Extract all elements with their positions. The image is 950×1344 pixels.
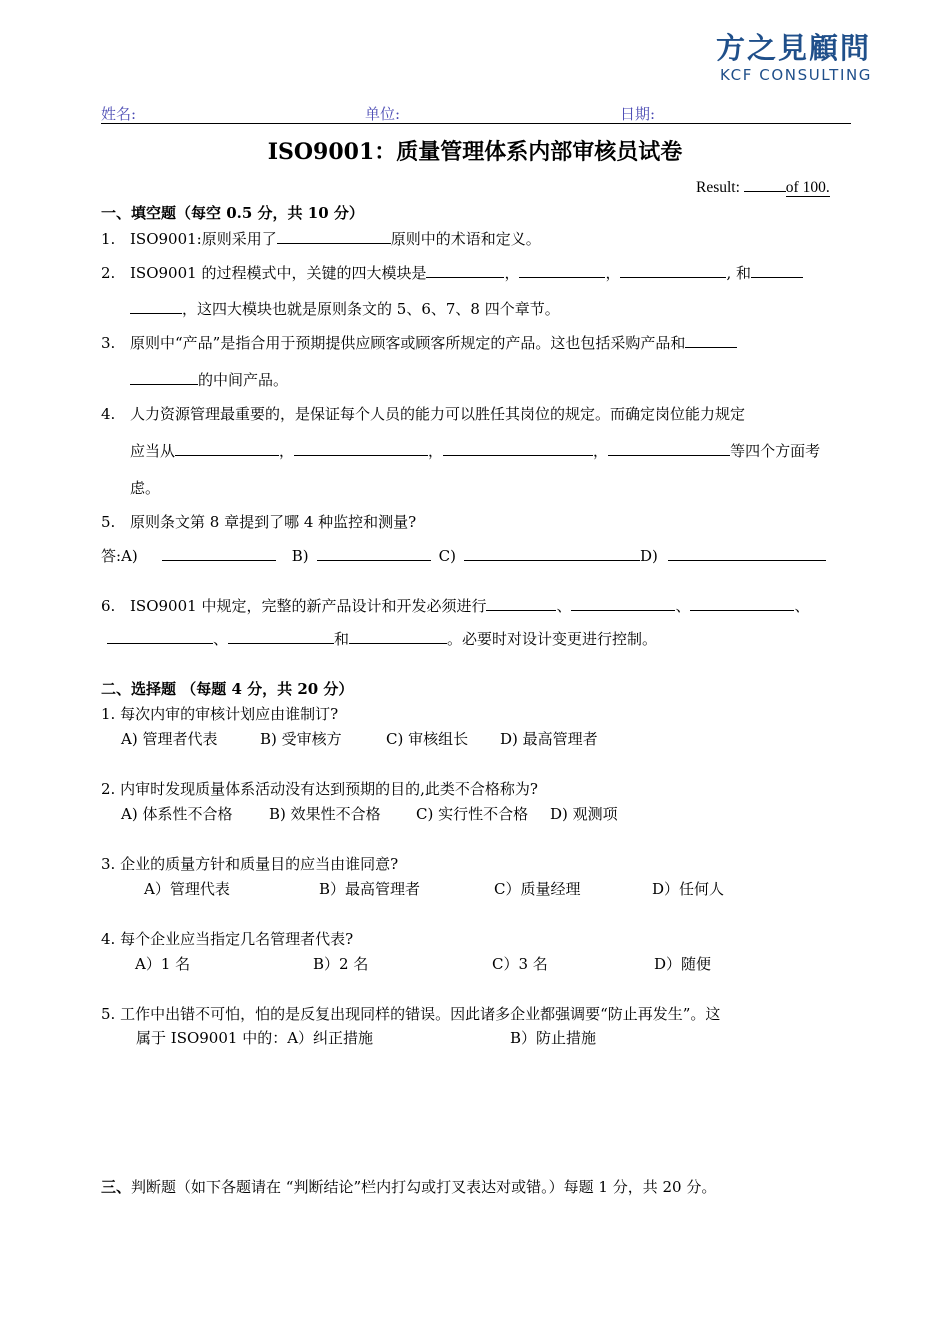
q4-line1: 4. 人力资源管理最重要的，是保证每个人员的能力可以胜任其岗位的规定。而确定岗位能力规定: [101, 405, 746, 423]
q3-blank-a[interactable]: [685, 333, 737, 348]
q2-line1: 2. ISO9001 的过程模式中，关键的四大模块是 ， ， , 和: [101, 262, 803, 283]
header-rule: [101, 123, 851, 124]
q2-blank-2[interactable]: [519, 263, 605, 278]
mc-q1-option-d[interactable]: D) 最高管理者: [500, 730, 598, 748]
score-blank[interactable]: [744, 177, 786, 192]
q4-blank-1[interactable]: [175, 441, 279, 456]
q5-blank-b[interactable]: [317, 546, 431, 561]
q5-line: 5. 原则条文第 8 章提到了哪 4 种监控和测量?: [101, 513, 417, 531]
logo-english: KCF CONSULTING: [720, 66, 873, 84]
q6-blank-6[interactable]: [349, 629, 447, 644]
mc-q2-option-a[interactable]: A) 体系性不合格: [121, 805, 233, 823]
q3-line2: 的中间产品。: [130, 369, 288, 390]
q4-line3: 虑。: [130, 479, 161, 497]
q4-blank-2[interactable]: [294, 441, 428, 456]
q2-blank-1[interactable]: [426, 263, 504, 278]
mc-q3-option-d[interactable]: D）任何人: [652, 880, 725, 898]
mc-q2-option-c[interactable]: C) 实行性不合格: [416, 805, 529, 823]
name-field-label: 姓名:: [101, 105, 137, 123]
q2-blank-4a[interactable]: [751, 263, 803, 278]
q3-line1: 3. 原则中“产品”是指合用于预期提供应顾客或顾客所规定的产品。这也包括采购产品和: [101, 332, 737, 353]
q5-blank-d[interactable]: [668, 546, 826, 561]
mc-q4-option-b[interactable]: B）2 名: [313, 955, 369, 973]
mc-q3-option-a[interactable]: A）管理代表: [144, 880, 230, 898]
mc-q1-option-b[interactable]: B) 受审核方: [260, 730, 342, 748]
mc-q1: 1. 每次内审的审核计划应由谁制订?: [101, 705, 339, 723]
q6-blank-3[interactable]: [690, 596, 794, 611]
section2-heading: 二、选择题 （每题 4 分，共 20 分）: [101, 680, 354, 698]
mc-q4-option-c[interactable]: C）3 名: [492, 955, 548, 973]
q2-blank-4b[interactable]: [130, 299, 182, 314]
mc-q1-option-a[interactable]: A) 管理者代表: [121, 730, 218, 748]
q5-blank-c[interactable]: [464, 546, 640, 561]
mc-q3-option-b[interactable]: B）最高管理者: [319, 880, 421, 898]
mc-q4-option-a[interactable]: A）1 名: [135, 955, 191, 973]
q2-line2: ，这四大模块也就是原则条文的 5、6、7、8 四个章节。: [130, 298, 560, 319]
result-score: [696, 177, 830, 197]
mc-q2-option-d[interactable]: D) 观测项: [550, 805, 618, 823]
mc-q3-option-c[interactable]: C）质量经理: [494, 880, 581, 898]
mc-q1-option-c[interactable]: C) 审核组长: [386, 730, 469, 748]
q5-blank-a[interactable]: [162, 546, 276, 561]
q2-blank-3[interactable]: [620, 263, 726, 278]
section3-heading: 三、判断题（如下各题请在 “判断结论”栏内打勾或打叉表达对或错。）每题 1 分，共 20 分。: [101, 1178, 717, 1196]
q6-blank-5[interactable]: [228, 629, 334, 644]
q5-answer-line: 答:A) B) C) D): [101, 545, 826, 566]
page-title: ISO9001：质量管理体系内部审核员试卷: [267, 139, 683, 165]
mc-q4: 4. 每个企业应当指定几名管理者代表?: [101, 930, 354, 948]
unit-field-label: 单位:: [365, 105, 401, 123]
q1-blank[interactable]: [277, 229, 391, 244]
result-label: Result:: [696, 179, 740, 196]
mc-q5-option-b[interactable]: B）防止措施: [510, 1029, 597, 1047]
q1-line: 1. ISO9001:原则采用了 原则中的术语和定义。: [101, 230, 541, 248]
q4-line2: 应当从 ， ， ， 等四个方面考: [130, 442, 821, 460]
q3-blank-b[interactable]: [130, 370, 198, 385]
q6-blank-1[interactable]: [486, 596, 556, 611]
q6-blank-2[interactable]: [571, 596, 675, 611]
date-field-label: 日期:: [620, 105, 656, 123]
logo-chinese: 方之見顧問: [716, 31, 872, 65]
section1-heading: 一、填空题（每空 0.5 分，共 10 分）: [101, 204, 364, 222]
mc-q5: 5. 工作中出错不可怕，怕的是反复出现同样的错误。因此诸多企业都强调要“防止再发生”。这: [101, 1005, 721, 1023]
q4-blank-4[interactable]: [608, 441, 730, 456]
mc-q3: 3. 企业的质量方针和质量目的应当由谁同意?: [101, 855, 399, 873]
q6-blank-4[interactable]: [107, 629, 213, 644]
q6-line1: 6. ISO9001 中规定，完整的新产品设计和开发必须进行 、 、 、: [101, 597, 810, 615]
mc-q5-option-a[interactable]: 属于 ISO9001 中的：A）纠正措施: [136, 1029, 374, 1047]
mc-q4-option-d[interactable]: D）随便: [654, 955, 712, 973]
result-suffix: of 100.: [785, 179, 830, 196]
mc-q2: 2. 内审时发现质量体系活动没有达到预期的目的,此类不合格称为?: [101, 780, 538, 798]
q4-blank-3[interactable]: [443, 441, 593, 456]
mc-q2-option-b[interactable]: B) 效果性不合格: [269, 805, 381, 823]
q6-line2: 、 和 。必要时对设计变更进行控制。: [107, 628, 657, 649]
